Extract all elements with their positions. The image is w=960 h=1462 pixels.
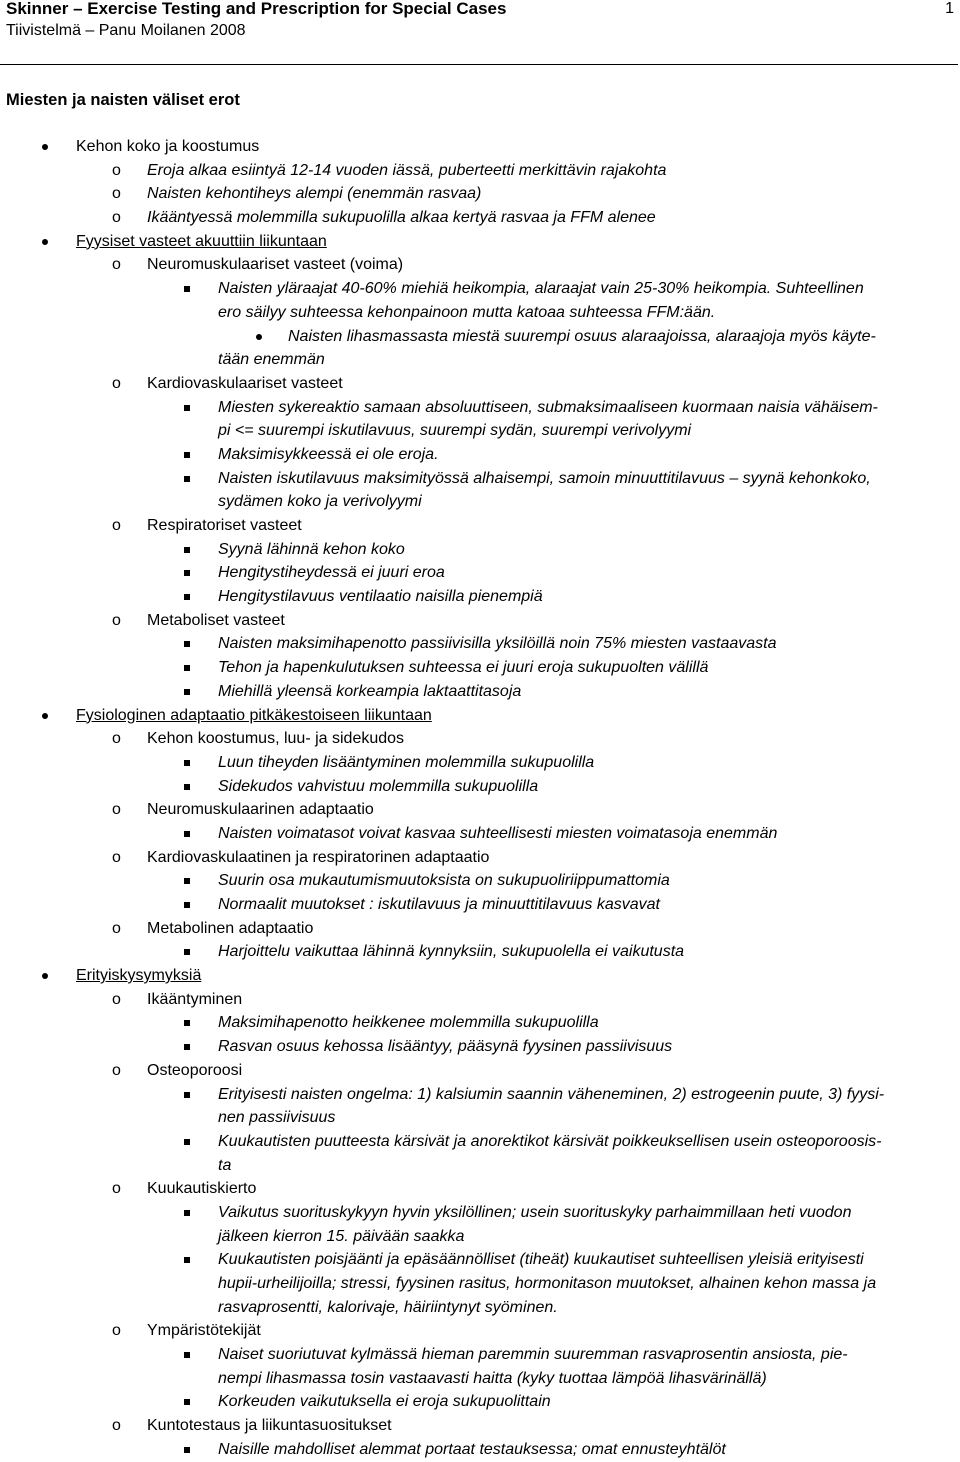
outline-text: Hengitystiheydessä ei juuri eroa xyxy=(218,564,445,582)
outline-line xyxy=(0,1201,960,1225)
outline-line xyxy=(0,727,960,751)
outline-line xyxy=(0,585,960,609)
outline-line xyxy=(0,1390,960,1414)
outline-line xyxy=(0,940,960,964)
outline-text: Erityisesti naisten ongelma: 1) kalsiumin saannin väheneminen, 2) estrogeenin puute, 3) fyysi- xyxy=(218,1085,885,1103)
outline-line xyxy=(0,893,960,917)
outline-line xyxy=(0,325,960,349)
header-divider xyxy=(0,64,958,65)
outline-text: Maksimisykkeessä ei ole eroja. xyxy=(218,445,439,463)
outline-text: Harjoittelu vaikuttaa lähinnä kynnyksiin, sukupuolella ei vaikutusta xyxy=(218,943,685,961)
outline-text: Ikääntyminen xyxy=(147,990,243,1008)
outline-line xyxy=(0,206,960,230)
outline-line xyxy=(0,704,960,728)
bullet-square-icon xyxy=(184,1352,190,1358)
outline-line xyxy=(0,1343,960,1367)
outline-line xyxy=(0,1296,960,1320)
outline-text: Rasvan osuus kehossa lisääntyy, pääsynä fyysinen passiivisuus xyxy=(218,1038,673,1056)
outline-line xyxy=(0,372,960,396)
bullet-square-icon xyxy=(184,1257,190,1263)
bullet-circle-icon: o xyxy=(112,517,121,534)
outline-text: Kuukautiskierto xyxy=(147,1180,257,1198)
outline-line xyxy=(0,514,960,538)
outline-text: Naisten yläraajat 40-60% miehiä heikompia, alaraajat vain 25-30% heikompia. Suhteellinen xyxy=(218,280,864,298)
bullet-square-icon xyxy=(184,286,190,292)
outline-text: Luun tiheyden lisääntyminen molemmilla sukupuolilla xyxy=(218,753,595,771)
outline-text: tään enemmän xyxy=(218,351,325,369)
bullet-dot-icon xyxy=(42,973,48,979)
outline-line xyxy=(0,159,960,183)
bullet-circle-icon: o xyxy=(112,161,121,179)
outline-text: Ympäristötekijät xyxy=(147,1322,261,1340)
outline-text: Fysiologinen adaptaatio pitkäkestoiseen liikuntaan xyxy=(76,706,432,724)
bullet-square-icon xyxy=(184,1020,190,1026)
outline-line xyxy=(0,609,960,633)
bullet-square-icon xyxy=(184,1447,190,1453)
outline-line xyxy=(0,1438,960,1462)
outline-line xyxy=(0,182,960,206)
bullet-square-icon xyxy=(184,547,190,553)
outline-text: sydämen koko ja verivolyymi xyxy=(218,493,422,511)
outline-line xyxy=(0,1130,960,1154)
outline-line xyxy=(0,632,960,656)
outline-line xyxy=(0,1225,960,1249)
outline-line xyxy=(0,775,960,799)
outline-line xyxy=(0,869,960,893)
outline-line xyxy=(0,822,960,846)
bullet-circle-icon: o xyxy=(112,374,121,392)
outline-text: jälkeen kierron 15. päivään saakka xyxy=(218,1227,465,1245)
outline-line xyxy=(0,467,960,491)
bullet-square-icon xyxy=(184,902,190,908)
bullet-square-icon xyxy=(184,784,190,790)
outline-line xyxy=(0,798,960,822)
bullet-square-icon xyxy=(184,1210,190,1216)
bullet-square-icon xyxy=(184,476,190,482)
outline-text: Vaikutus suorituskykyyn hyvin yksilöllinen; usein suorituskyky parhaimmillaan heti vuodon xyxy=(218,1203,852,1221)
outline-line xyxy=(0,1035,960,1059)
bullet-square-icon xyxy=(184,949,190,955)
bullet-dot-icon xyxy=(256,334,262,340)
outline-text: ero säilyy suhteessa kehonpainoon mutta katoaa suhteessa FFM:ään. xyxy=(218,303,716,321)
outline-line xyxy=(0,1177,960,1201)
outline-text: pi <= suurempi iskutilavuus, suurempi sydän, suurempi verivolyymi xyxy=(218,422,692,440)
outline-text: Normaalit muutokset : iskutilavuus ja minuuttitilavuus kasvavat xyxy=(218,896,660,913)
bullet-circle-icon: o xyxy=(112,1417,121,1435)
outline-text: Naisten voimatasot voivat kasvaa suhteellisesti miesten voimatasoja enemmän xyxy=(218,824,778,842)
outline-line xyxy=(0,561,960,585)
outline-text: hupii-urheilijoilla; stressi, fyysinen rasitus, hormonitason muutokset, alhainen kehon massa ja xyxy=(218,1275,877,1292)
bullet-dot-icon xyxy=(42,144,48,150)
outline-text: Suurin osa mukautumismuutoksista on sukupuoliriippumattomia xyxy=(218,872,670,890)
outline-text: Respiratoriset vasteet xyxy=(147,517,302,534)
page-number: 1 xyxy=(945,0,954,17)
bullet-square-icon xyxy=(184,1139,190,1145)
bullet-square-icon xyxy=(184,452,190,458)
outline-text: Naisille mahdolliset alemmat portaat testauksessa; omat ennusteyhtälöt xyxy=(218,1440,726,1458)
outline-line xyxy=(0,964,960,988)
outline-text: Kehon koko ja koostumus xyxy=(76,138,260,155)
outline-text: Naisten kehontiheys alempi (enemmän rasvaa) xyxy=(147,185,482,203)
outline-line xyxy=(0,1011,960,1035)
bullet-square-icon xyxy=(184,570,190,576)
bullet-circle-icon: o xyxy=(112,801,121,819)
outline-line xyxy=(0,538,960,562)
bullet-square-icon xyxy=(184,760,190,766)
bullet-circle-icon: o xyxy=(112,990,121,1008)
document-title: Skinner – Exercise Testing and Prescription for Special Cases xyxy=(6,0,507,18)
outline-line xyxy=(0,490,960,514)
document-subtitle: Tiivistelmä – Panu Moilanen 2008 xyxy=(6,22,246,39)
outline-line xyxy=(0,656,960,680)
outline-text: Metabolinen adaptaatio xyxy=(147,919,314,937)
outline-text: Kuukautisten poisjäänti ja epäsäännölliset (tiheät) kuukautiset suhteellisen yleisiä erityisesti xyxy=(218,1251,864,1269)
outline-line xyxy=(0,1059,960,1083)
outline-line xyxy=(0,988,960,1012)
outline-line xyxy=(0,253,960,277)
outline-text: Kuukautisten puutteesta kärsivät ja anorektikot kärsivät poikkeuksellisen usein osteoporoosis- xyxy=(218,1132,882,1150)
outline-line xyxy=(0,135,960,159)
outline-line xyxy=(0,917,960,941)
outline-text: Metaboliset vasteet xyxy=(147,611,285,629)
outline-text: Kuntotestaus ja liikuntasuositukset xyxy=(147,1417,392,1435)
bullet-circle-icon: o xyxy=(112,919,121,937)
outline-line xyxy=(0,348,960,372)
outline-text: Sidekudos vahvistuu molemmilla sukupuolilla xyxy=(218,777,539,795)
bullet-square-icon xyxy=(184,594,190,600)
outline-text: Korkeuden vaikutuksella ei eroja sukupuolittain xyxy=(218,1393,551,1411)
bullet-circle-icon: o xyxy=(112,209,121,227)
outline-line xyxy=(0,1106,960,1130)
outline-text: Fyysiset vasteet akuuttiin liikuntaan xyxy=(76,232,327,250)
outline-line xyxy=(0,1083,960,1107)
outline-text: Maksimihapenotto heikkenee molemmilla sukupuolilla xyxy=(218,1014,599,1032)
bullet-dot-icon xyxy=(42,239,48,245)
bullet-square-icon xyxy=(184,689,190,695)
outline-line xyxy=(0,443,960,467)
outline-text: Erityiskysymyksiä xyxy=(76,967,202,985)
outline-line xyxy=(0,1367,960,1391)
outline-line xyxy=(0,1154,960,1178)
bullet-square-icon xyxy=(184,405,190,411)
outline-line xyxy=(0,680,960,704)
bullet-circle-icon: o xyxy=(112,1061,121,1079)
bullet-circle-icon: o xyxy=(112,1180,121,1198)
outline-text: Neuromuskulaarinen adaptaatio xyxy=(147,801,374,819)
bullet-square-icon xyxy=(184,665,190,671)
section-title: Miesten ja naisten väliset erot xyxy=(6,91,240,109)
outline-text: Naisten lihasmassasta miestä suurempi osuus alaraajoissa, alaraajoja myös käyte- xyxy=(288,327,876,345)
bullet-circle-icon: o xyxy=(112,256,121,274)
outline-text: Kehon koostumus, luu- ja sidekudos xyxy=(147,730,405,748)
outline-line xyxy=(0,396,960,420)
outline-text: Kardiovaskulaariset vasteet xyxy=(147,374,343,392)
bullet-circle-icon: o xyxy=(112,730,121,748)
outline-text: Naisten iskutilavuus maksimityössä alhaisempi, samoin minuuttitilavuus – syynä kehonkoko, xyxy=(218,469,871,487)
outline-text: nen passiivisuus xyxy=(218,1109,336,1127)
outline-line xyxy=(0,230,960,254)
bullet-circle-icon: o xyxy=(112,1322,121,1340)
outline-text: Eroja alkaa esiintyä 12-14 vuoden iässä, puberteetti merkittävin rajakohta xyxy=(147,161,667,179)
bullet-square-icon xyxy=(184,641,190,647)
bullet-circle-icon: o xyxy=(112,611,121,629)
outline-text: Neuromuskulaariset vasteet (voima) xyxy=(147,256,404,274)
outline-line xyxy=(0,1319,960,1343)
outline-line xyxy=(0,1414,960,1438)
outline-line xyxy=(0,1248,960,1272)
outline-text: Tehon ja hapenkulutuksen suhteessa ei juuri eroja sukupuolten välillä xyxy=(218,659,709,677)
outline-text: Kardiovaskulaatinen ja respiratorinen adaptaatio xyxy=(147,848,490,866)
bullet-circle-icon: o xyxy=(112,848,121,866)
outline-line xyxy=(0,751,960,775)
outline-text: Syynä lähinnä kehon koko xyxy=(218,540,405,558)
outline-line xyxy=(0,846,960,870)
outline-text: Hengitystilavuus ventilaatio naisilla pienempiä xyxy=(218,588,543,606)
outline-text: Miesten sykereaktio samaan absoluuttiseen, submaksimaaliseen kuormaan naisia vähäisem- xyxy=(218,398,878,416)
outline-text: rasvaprosentti, kalorivaje, häiriintynyt syöminen. xyxy=(218,1298,558,1316)
bullet-dot-icon xyxy=(42,713,48,719)
bullet-square-icon xyxy=(184,1092,190,1098)
outline-text: nempi lihasmassa tosin vastaavasti haitta (kyky tuottaa lämpöä lihasvärinällä) xyxy=(218,1369,767,1387)
outline-text: ta xyxy=(218,1156,232,1174)
outline-text: Miehillä yleensä korkeampia laktaattitasoja xyxy=(218,682,522,700)
outline-line xyxy=(0,277,960,301)
outline-line xyxy=(0,419,960,443)
outline-text: Naiset suoriutuvat kylmässä hieman paremmin suuremman rasvaprosentin ansiosta, pie- xyxy=(218,1346,848,1364)
outline-line xyxy=(0,1272,960,1296)
bullet-square-icon xyxy=(184,831,190,837)
outline-list xyxy=(0,135,960,1462)
page-header xyxy=(6,0,956,41)
bullet-square-icon xyxy=(184,878,190,884)
outline-line xyxy=(0,301,960,325)
bullet-square-icon xyxy=(184,1044,190,1050)
outline-text: Osteoporoosi xyxy=(147,1061,243,1079)
bullet-circle-icon: o xyxy=(112,185,121,203)
bullet-square-icon xyxy=(184,1399,190,1405)
outline-text: Ikääntyessä molemmilla sukupuolilla alkaa kertyä rasvaa ja FFM alenee xyxy=(147,209,656,227)
outline-text: Naisten maksimihapenotto passiivisilla yksilöillä noin 75% miesten vastaavasta xyxy=(218,635,777,653)
